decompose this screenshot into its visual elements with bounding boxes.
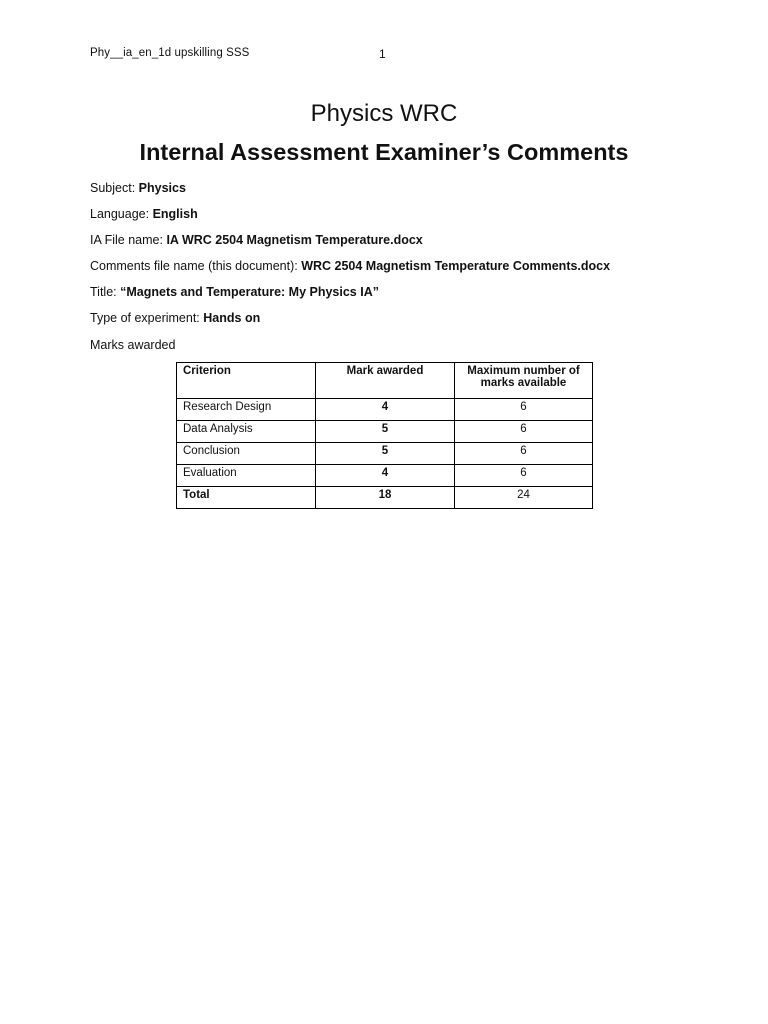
table-row bbox=[177, 443, 593, 465]
cell-mark-total: 18 bbox=[316, 487, 455, 509]
field-experiment-type-label: Type of experiment: bbox=[90, 311, 204, 325]
header-mark-awarded: Mark awarded bbox=[316, 363, 455, 399]
field-subject-value: Physics bbox=[138, 181, 186, 195]
field-title-label: Title: bbox=[90, 285, 121, 299]
table-row bbox=[177, 399, 593, 421]
field-ia-file-label: IA File name: bbox=[90, 233, 167, 247]
field-experiment-type-value: Hands on bbox=[203, 311, 261, 325]
page-subtitle: Internal Assessment Examiner’s Comments bbox=[139, 139, 629, 165]
field-title-value: “Magnets and Temperature: My Physics IA” bbox=[120, 285, 379, 299]
cell-criterion: Data Analysis bbox=[177, 421, 316, 443]
cell-mark: 5 bbox=[316, 421, 455, 443]
cell-criterion-total: Total bbox=[177, 487, 316, 509]
cell-criterion: Research Design bbox=[177, 399, 316, 421]
marks-table bbox=[176, 362, 593, 509]
cell-criterion: Evaluation bbox=[177, 465, 316, 487]
cell-max: 6 bbox=[455, 421, 593, 443]
cell-max: 6 bbox=[455, 399, 593, 421]
header-doc-code: Phy__ia_en_1d upskilling SSS bbox=[90, 47, 250, 59]
table-header-row bbox=[177, 363, 593, 399]
page-title: Physics WRC bbox=[310, 100, 458, 127]
cell-mark: 4 bbox=[316, 399, 455, 421]
cell-criterion: Conclusion bbox=[177, 443, 316, 465]
field-subject bbox=[90, 181, 186, 195]
field-subject-label: Subject: bbox=[90, 181, 139, 195]
page-number: 1 bbox=[379, 47, 386, 61]
cell-max-total: 24 bbox=[455, 487, 593, 509]
table-row bbox=[177, 421, 593, 443]
cell-max: 6 bbox=[455, 443, 593, 465]
header-max-marks: Maximum number of marks available bbox=[455, 363, 593, 399]
cell-mark: 5 bbox=[316, 443, 455, 465]
field-experiment-type bbox=[90, 311, 260, 325]
table-row bbox=[177, 465, 593, 487]
field-ia-file bbox=[90, 233, 423, 247]
field-comments-file-value: WRC 2504 Magnetism Temperature Comments.docx bbox=[301, 259, 611, 273]
header-criterion: Criterion bbox=[177, 363, 316, 399]
cell-max: 6 bbox=[455, 465, 593, 487]
field-comments-file bbox=[90, 259, 610, 273]
table-row-total bbox=[177, 487, 593, 509]
field-language bbox=[90, 207, 198, 221]
field-comments-file-label: Comments file name (this document): bbox=[90, 259, 302, 273]
field-title bbox=[90, 285, 379, 299]
field-language-value: English bbox=[152, 207, 198, 221]
field-language-label: Language: bbox=[90, 207, 153, 221]
marks-awarded-label: Marks awarded bbox=[90, 338, 176, 352]
cell-mark: 4 bbox=[316, 465, 455, 487]
field-ia-file-value: IA WRC 2504 Magnetism Temperature.docx bbox=[166, 233, 423, 247]
